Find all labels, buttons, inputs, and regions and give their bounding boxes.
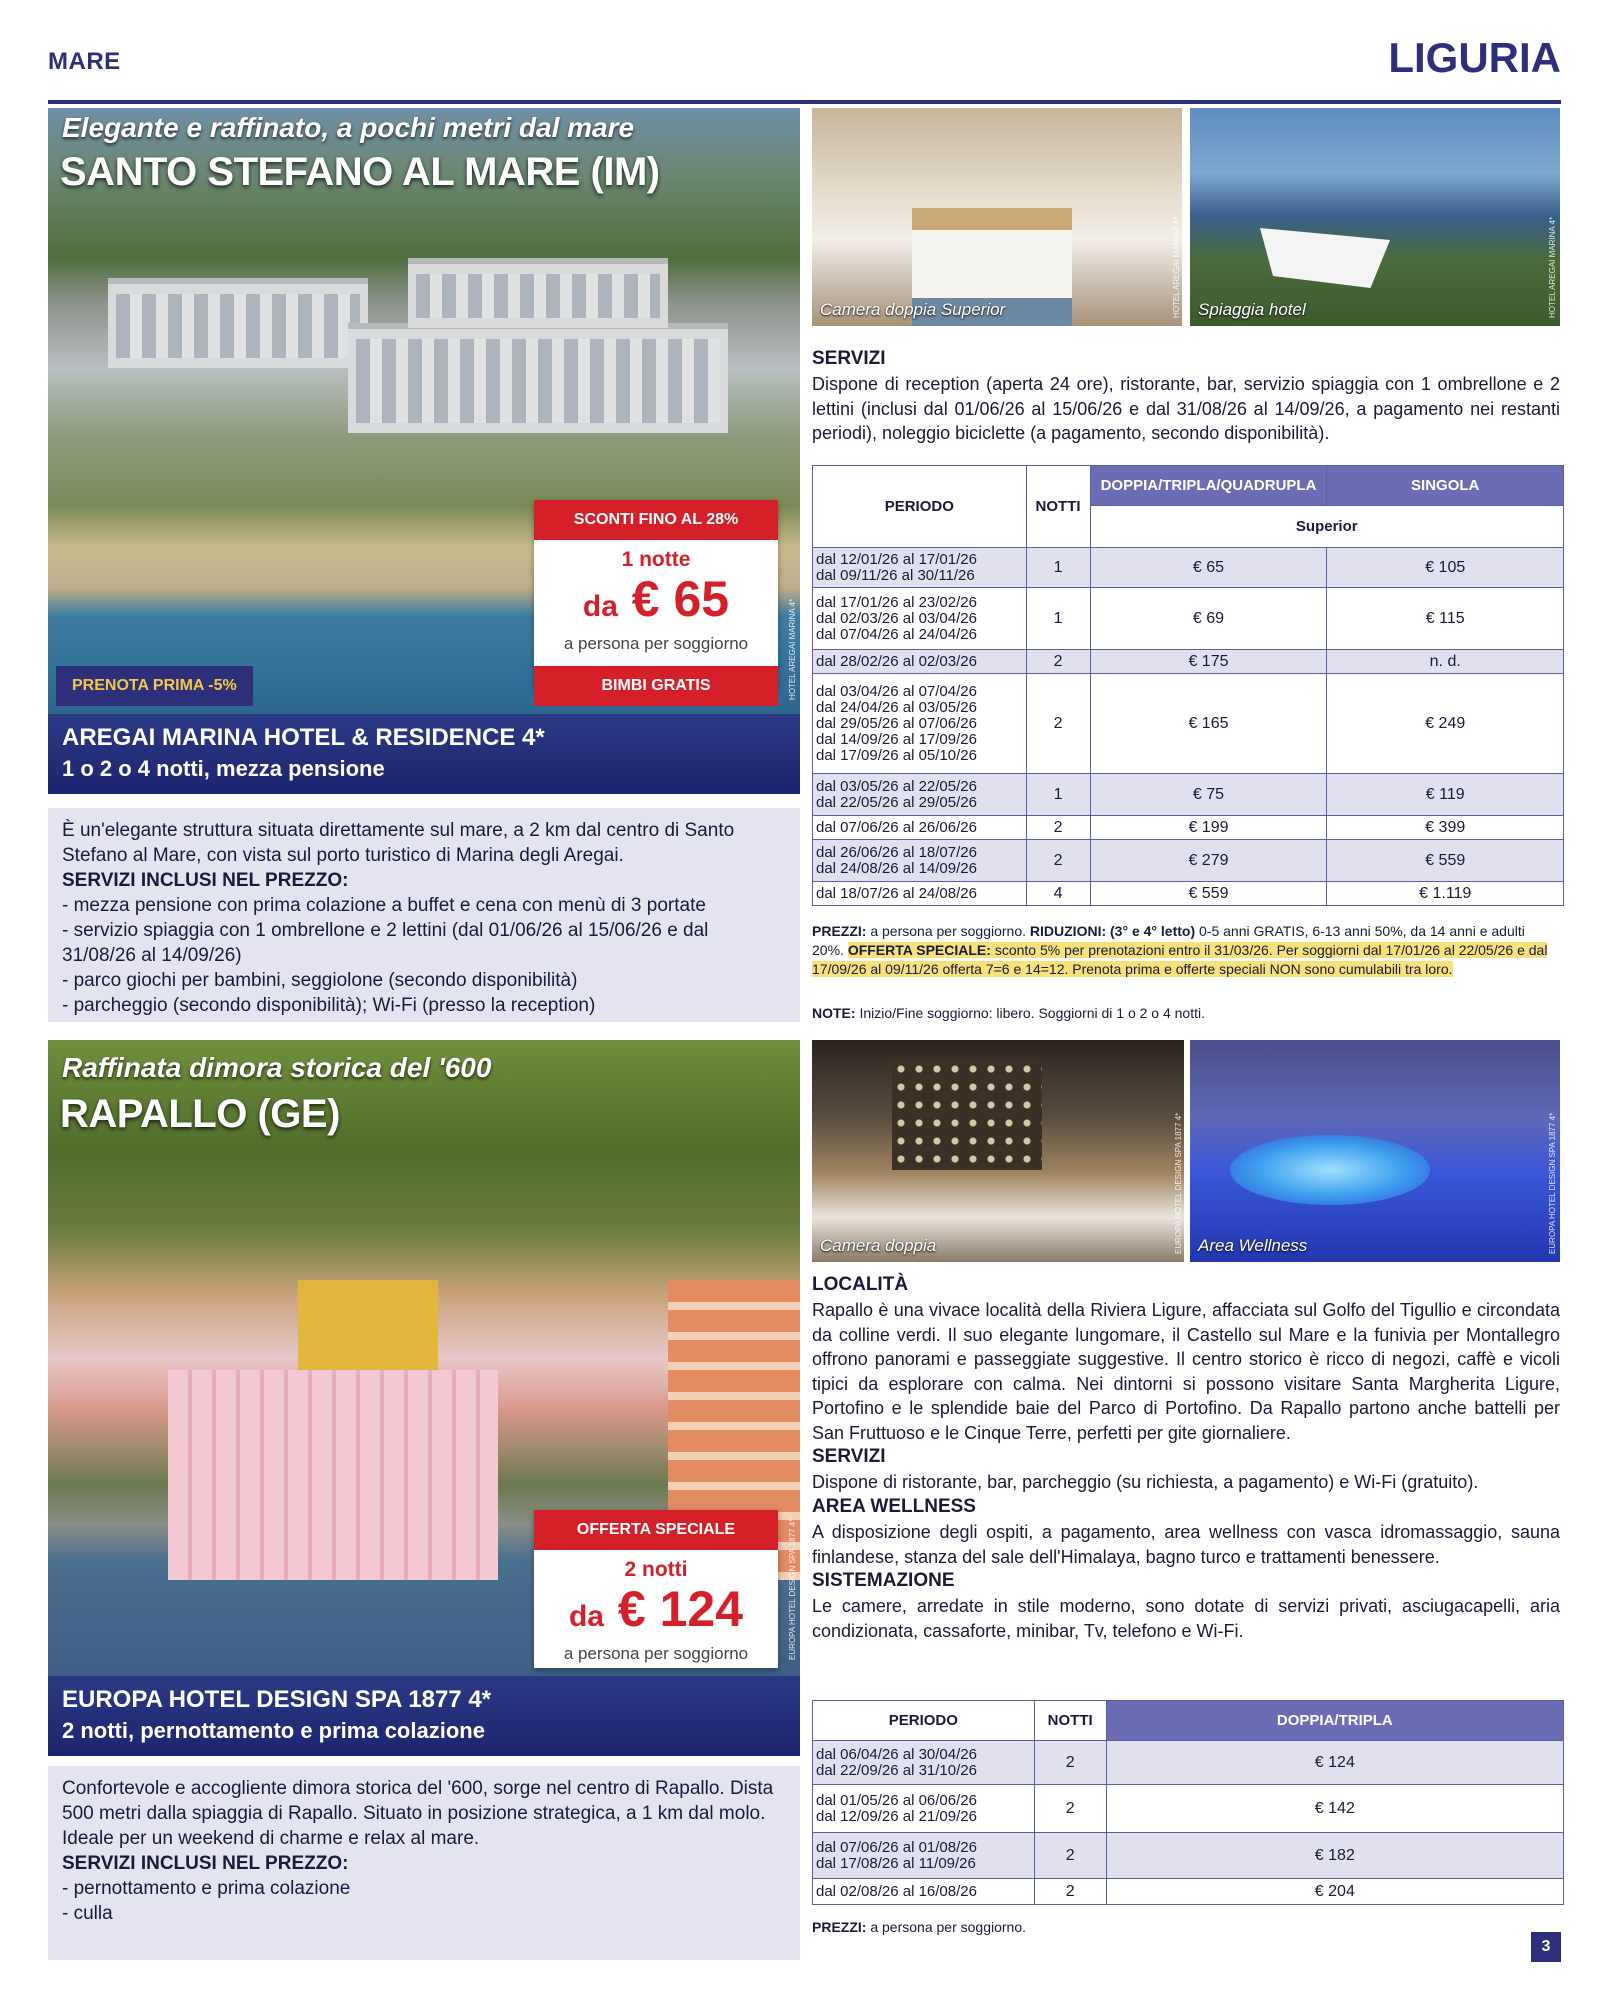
price-cell: € 65 — [1090, 548, 1327, 588]
nights-cell: 2 — [1034, 1741, 1106, 1785]
hotel1-subtitle: 1 o 2 o 4 notti, mezza pensione — [62, 756, 385, 781]
bed — [912, 208, 1072, 298]
price-cell: € 75 — [1090, 774, 1327, 816]
period-cell: dal 17/01/26 al 23/02/26 dal 02/03/26 al 03/04/26 dal 07/04/26 al 24/04/26 — [813, 588, 1027, 650]
table-row — [813, 882, 1564, 906]
price-cell: € 119 — [1327, 774, 1564, 816]
table-row — [813, 1879, 1564, 1905]
hotel1-price-table — [812, 465, 1564, 906]
list-item: - pernottamento e prima colazione — [62, 1878, 351, 1899]
servizi-text: Dispone di ristorante, bar, parcheggio (su richiesta, a pagamento) e Wi-Fi (gratuito). — [812, 1472, 1479, 1492]
price-cell: € 165 — [1090, 674, 1327, 774]
offer-tag: OFFERTA SPECIALE — [534, 1510, 778, 1550]
pool — [1230, 1135, 1430, 1205]
hotel1-price-box — [534, 500, 778, 688]
hotel2-kicker: Raffinata dimora storica del '600 — [62, 1052, 492, 1083]
price-cell: € 279 — [1090, 840, 1327, 882]
hotel2-description — [48, 1766, 800, 1960]
price-cell: € 115 — [1327, 588, 1564, 650]
price-cell: € 559 — [1090, 882, 1327, 906]
table-row — [813, 650, 1564, 674]
sunshade — [1260, 228, 1390, 288]
servizi-title: SERVIZI — [812, 1446, 886, 1467]
col-single: SINGOLA — [1327, 466, 1564, 506]
hotel1-note: NOTE: Inizio/Fine soggiorno: libero. Soggiorni di 1 o 2 o 4 notti. — [812, 1005, 1205, 1021]
included-title: SERVIZI INCLUSI NEL PREZZO: — [62, 870, 349, 891]
hotel1-description — [48, 808, 800, 1022]
sistemazione-title: SISTEMAZIONE — [812, 1570, 955, 1591]
price-cell: € 199 — [1090, 816, 1327, 840]
wellness-text: A disposizione degli ospiti, a pagamento, area wellness con vasca idromassaggio, sauna finlandese, stanza del sale dell'Himalaya, bagno turco e trattamenti benessere. — [812, 1522, 1560, 1567]
thumb-caption: Spiaggia hotel — [1198, 300, 1306, 319]
thumb-beach — [1190, 108, 1560, 326]
list-item: - mezza pensione con prima colazione a buffet e cena con menù di 3 portate — [62, 895, 706, 916]
thumb-caption: Camera doppia — [820, 1236, 937, 1255]
price-cell: € 1.119 — [1327, 882, 1564, 906]
building — [168, 1370, 498, 1580]
table-row — [813, 1785, 1564, 1833]
price-cell: € 249 — [1327, 674, 1564, 774]
price-nights: 2 notti — [624, 1558, 688, 1581]
period-cell: dal 12/01/26 al 17/01/26 dal 09/11/26 al 30/11/26 — [813, 548, 1027, 588]
included-title: SERVIZI INCLUSI NEL PREZZO: — [62, 1853, 349, 1874]
photo-credit: EUROPA HOTEL DESIGN SPA 1877 4* — [1548, 1112, 1557, 1254]
services-title: SERVIZI — [812, 348, 886, 369]
col-double: DOPPIA/TRIPLA/QUADRUPLA — [1090, 466, 1327, 506]
hotel2-price-notes: PREZZI: a persona per soggiorno. — [812, 1919, 1027, 1935]
col-period: PERIODO — [813, 1701, 1035, 1741]
table-row — [813, 1833, 1564, 1879]
hotel-building — [408, 258, 668, 328]
thumb-room — [812, 108, 1182, 326]
list-item: - parco giochi per bambini, seggiolone (secondo disponibilità) — [62, 970, 578, 991]
thumb-room — [812, 1040, 1184, 1262]
list-item: - culla — [62, 1903, 113, 1924]
photo-credit: HOTEL AREGAI MARINA 4* — [1548, 216, 1557, 318]
thumb-caption: Area Wellness — [1198, 1236, 1308, 1255]
col-nights: NOTTI — [1034, 1701, 1106, 1741]
price-cell: € 204 — [1106, 1879, 1563, 1905]
price-nights: 1 notte — [621, 548, 691, 571]
period-cell: dal 26/06/26 al 18/07/26 dal 24/08/26 al 14/09/26 — [813, 840, 1027, 882]
period-cell: dal 07/06/26 al 26/06/26 — [813, 816, 1027, 840]
price-cell: € 124 — [1106, 1741, 1563, 1785]
photo-credit: HOTEL AREGAI MARINA 4* — [788, 598, 797, 700]
nights-cell: 2 — [1026, 674, 1090, 774]
period-cell: dal 28/02/26 al 02/03/26 — [813, 650, 1027, 674]
decorative-wall — [892, 1060, 1042, 1170]
early-booking-badge: PRENOTA PRIMA -5% — [56, 666, 253, 706]
header-rule — [48, 100, 1561, 104]
col-nights: NOTTI — [1026, 466, 1090, 548]
table-row — [813, 548, 1564, 588]
period-cell: dal 18/07/26 al 24/08/26 — [813, 882, 1027, 906]
hotel2-price-box — [534, 1510, 778, 1668]
hotel1-city: SANTO STEFANO AL MARE (IM) — [60, 150, 660, 194]
nights-cell: 4 — [1026, 882, 1090, 906]
hotel2-name-band — [48, 1676, 800, 1756]
nights-cell: 2 — [1026, 650, 1090, 674]
nights-cell: 2 — [1034, 1879, 1106, 1905]
hotel1-name: AREGAI MARINA HOTEL & RESIDENCE 4* — [62, 724, 545, 751]
kids-free-tag: BIMBI GRATIS — [534, 666, 778, 706]
thumb-caption: Camera doppia Superior — [820, 300, 1006, 319]
price-cell: € 399 — [1327, 816, 1564, 840]
table-row — [813, 674, 1564, 774]
thumb-wellness — [1190, 1040, 1560, 1262]
nights-cell: 1 — [1026, 588, 1090, 650]
hotel2-subtitle: 2 notti, pernottamento e prima colazione — [62, 1718, 485, 1743]
table-row — [813, 588, 1564, 650]
hotel1-price-notes: PREZZI: a persona per soggiorno. RIDUZIONI: (3° e 4° letto) 0-5 anni GRATIS, 6-13 anni 50%, da 14 anni e adulti 20%. OFFERTA SPECIALE: sconto 5% per prenotazioni entro il 31/03/26. Per soggiorni dal 17/01/26 al 22/05/26 e dal 17/09/26 al 09/11/26 offerta 7=6 e 14=12. Prenota prima e offerte speciali NON sono cumulabili tra loro. — [812, 923, 1548, 977]
period-cell: dal 03/05/26 al 22/05/26 dal 22/05/26 al 29/05/26 — [813, 774, 1027, 816]
col-period: PERIODO — [813, 466, 1027, 548]
table-row — [813, 816, 1564, 840]
period-cell: dal 07/06/26 al 01/08/26 dal 17/08/26 al 11/09/26 — [813, 1833, 1035, 1879]
hotel-building — [348, 323, 728, 433]
table-row — [813, 840, 1564, 882]
description-text: È un'elegante struttura situata direttamente sul mare, a 2 km dal centro di Santo Stefano al Mare, con vista sul porto turistico di Marina degli Aregai. — [62, 820, 735, 866]
photo-credit: EUROPA HOTEL DESIGN SPA 1877 4* — [788, 1518, 797, 1660]
hotel2-name: EUROPA HOTEL DESIGN SPA 1877 4* — [62, 1686, 492, 1713]
room-type: Superior — [1090, 506, 1563, 548]
hotel-building — [108, 278, 368, 368]
included-list — [62, 893, 786, 1018]
nights-cell: 2 — [1026, 816, 1090, 840]
building — [298, 1280, 438, 1370]
price-cell: € 142 — [1106, 1785, 1563, 1833]
price-amount: da € 124 — [568, 1581, 744, 1637]
price-amount: da € 65 — [582, 571, 730, 627]
price-cell: € 182 — [1106, 1833, 1563, 1879]
sistemazione-text: Le camere, arredate in stile moderno, sono dotate di servizi privati, asciugacapelli, aria condizionata, cassaforte, minibar, Tv, telefono e Wi-Fi. — [812, 1596, 1560, 1641]
table-row — [813, 1741, 1564, 1785]
price-cell: € 69 — [1090, 588, 1327, 650]
hotel1-name-band — [48, 714, 800, 794]
period-cell: dal 06/04/26 al 30/04/26 dal 22/09/26 al 31/10/26 — [813, 1741, 1035, 1785]
hotel1-kicker: Elegante e raffinato, a pochi metri dal mare — [62, 112, 635, 143]
period-cell: dal 02/08/26 al 16/08/26 — [813, 1879, 1035, 1905]
price-cell: € 175 — [1090, 650, 1327, 674]
price-cell: € 559 — [1327, 840, 1564, 882]
nights-cell: 2 — [1034, 1785, 1106, 1833]
price-per-label: a persona per soggiorno — [563, 634, 749, 653]
section-label: MARE — [48, 48, 121, 75]
wellness-title: AREA WELLNESS — [812, 1496, 976, 1517]
hotel2-price-table — [812, 1700, 1564, 1905]
services-text: Dispone di reception (aperta 24 ore), ristorante, bar, servizio spiaggia con 1 ombrellone e 2 lettini (inclusi dal 01/06/26 al 15/06/26 e dal 31/08/26 al 14/09/26, a pagamento nei restanti periodi), noleggio biciclette (a pagamento, secondo disponibilità). — [812, 374, 1560, 443]
price-cell: € 105 — [1327, 548, 1564, 588]
localita-text: Rapallo è una vivace località della Riviera Ligure, affacciata sul Golfo del Tigullio e circondata da colline verdi. Il suo elegante lungomare, il Castello sul Mare e la funivia per Montallegro offrono panorami e passeggiate suggestive. Il centro storico è ricco di negozi, caffè e vicoli tipici da esplorare con calma. Nei dintorni si possono visitare Santa Margherita Ligure, Portofino e le splendide baie del Parco di Portofino. Da Rapallo partono anche battelli per San Fruttuoso e le Cinque Terre, perfetti per gite giornaliere. — [812, 1300, 1560, 1443]
list-item: - parcheggio (secondo disponibilità); Wi-Fi (presso la reception) — [62, 995, 596, 1016]
photo-credit: HOTEL AREGAI MARINA 4* — [1172, 216, 1181, 318]
hotel2-city: RAPALLO (GE) — [60, 1092, 340, 1136]
list-item: - servizio spiaggia con 1 ombrellone e 2 lettini (dal 01/06/26 al 15/06/26 e dal 31/08/26 al 14/09/26) — [62, 920, 709, 966]
nights-cell: 1 — [1026, 774, 1090, 816]
region-title: LIGURIA — [1388, 34, 1561, 81]
period-cell: dal 03/04/26 al 07/04/26 dal 24/04/26 al 03/05/26 dal 29/05/26 al 07/06/26 dal 14/09/26 al 17/09/26 dal 17/09/26 al 05/10/26 — [813, 674, 1027, 774]
col-double: DOPPIA/TRIPLA — [1106, 1701, 1563, 1741]
offer-tag: SCONTI FINO AL 28% — [534, 500, 778, 540]
nights-cell: 2 — [1026, 840, 1090, 882]
nights-cell: 1 — [1026, 548, 1090, 588]
period-cell: dal 01/05/26 al 06/06/26 dal 12/09/26 al 21/09/26 — [813, 1785, 1035, 1833]
included-list — [62, 1876, 786, 1926]
table-row — [813, 774, 1564, 816]
description-text: Confortevole e accogliente dimora storica del '600, sorge nel centro di Rapallo. Dista 500 metri dalla spiaggia di Rapallo. Situato in posizione strategica, a 1 km dal molo. Ideale per un weekend di charme e relax al mare. — [62, 1778, 774, 1849]
price-cell: n. d. — [1327, 650, 1564, 674]
nights-cell: 2 — [1034, 1833, 1106, 1879]
page-number: 3 — [1531, 1932, 1561, 1962]
price-per-label: a persona per soggiorno — [563, 1644, 749, 1663]
localita-title: LOCALITÀ — [812, 1274, 909, 1295]
photo-credit: EUROPA HOTEL DESIGN SPA 1877 4* — [1174, 1112, 1183, 1254]
